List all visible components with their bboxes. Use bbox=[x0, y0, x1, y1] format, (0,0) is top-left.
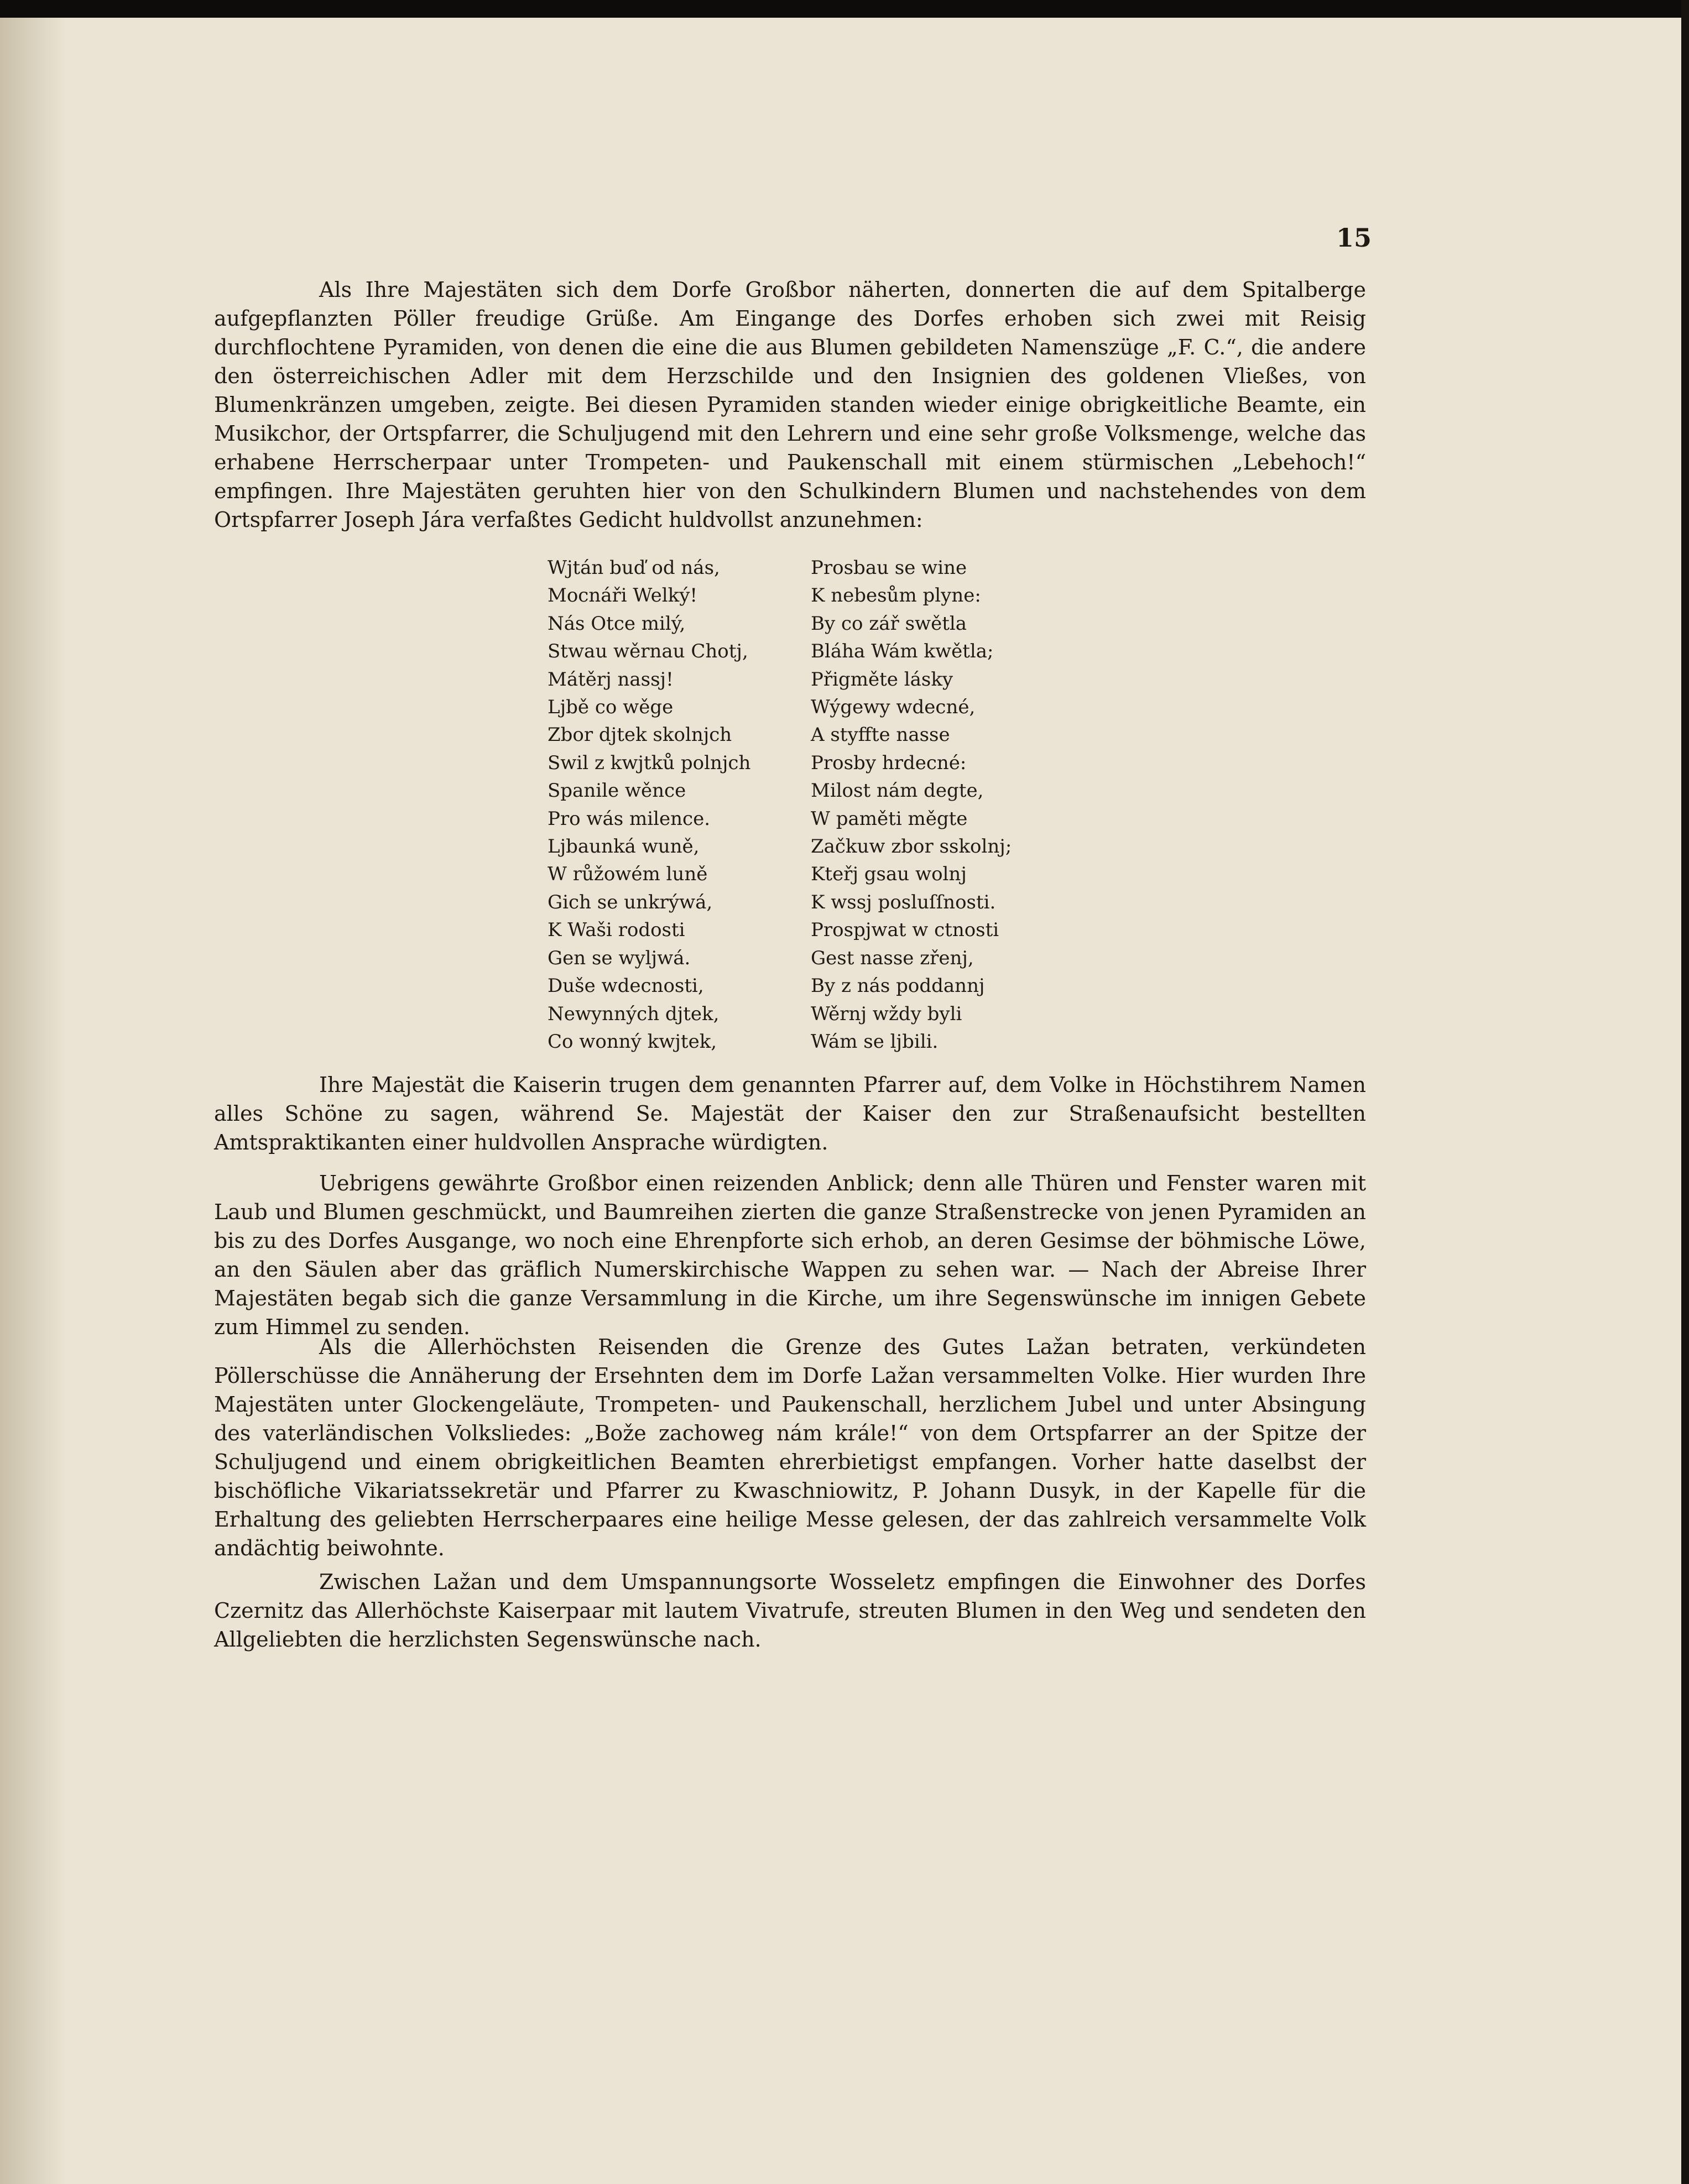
paragraph-czernitz-welcome: Zwischen Lažan und dem Umspannungsorte Wosseletz empfingen die Einwohner des Dorfes Czernitz das Allerhöchste Kaiserpaar mit lautem Vivatrufe, streuten Blumen in den Weg und sendeten den Allgeliebten die herzlichsten Segenswünsche nach. bbox=[214, 1570, 1366, 1652]
poem-line: Newynných djtek, bbox=[548, 1002, 720, 1025]
poem-line: K nebesům plyne: bbox=[811, 584, 981, 607]
poem-line: By z nás poddannj bbox=[811, 975, 985, 997]
poem-line: Nás Otce milý, bbox=[548, 612, 686, 635]
poem-line: Swil z kwjtků polnjch bbox=[548, 751, 751, 774]
poem-line: Mocnáři Welký! bbox=[548, 584, 698, 607]
poem-column-left bbox=[548, 554, 835, 1056]
poem-line: Začkuw zbor sskolnj; bbox=[811, 835, 1012, 858]
poem-line: A styffte nasse bbox=[811, 724, 950, 746]
poem-line: Gen se wyljwá. bbox=[548, 947, 691, 969]
poem-line: K wssj posluſſnosti. bbox=[811, 891, 996, 913]
poem-line: Prosbau se wine bbox=[811, 557, 967, 579]
paragraph-arrival-grossbor: Als Ihre Majestäten sich dem Dorfe Großbor näherten, donnerten die auf dem Spitalberge aufgepflanzten Pöller freudige Grüße. Am Eingange des Dorfes erhoben sich zwei mit Reisig durchflochtene Pyramiden, von denen die eine die aus Blumen gebildeten Namenszüge „F. C.“, die andere den österreichischen Adler mit dem Herzschilde und den Insignien des goldenen Vließes, von Blumenkränzen umgeben, zeigte. Bei diesen Pyramiden standen wieder einige obrigkeitliche Beamte, ein Musikchor, der Ortspfarrer, die Schuljugend mit den Lehrern und eine sehr große Volksmenge, welche das erhabene Herrscherpaar unter Trompeten- und Paukenschall mit einem stürmischen „Lebehoch!“ empfingen. Ihre Majestäten geruhten hier von den Schulkindern Blumen und nachstehendes von dem Ortspfarrer Joseph Jára verfaßtes Gedicht huldvollst anzunehmen: bbox=[214, 278, 1366, 532]
poem-line: Duše wdecnosti, bbox=[548, 975, 704, 997]
poem-line: Bláha Wám kwětla; bbox=[811, 640, 994, 663]
poem-line: Stwau wěrnau Chotj, bbox=[548, 640, 748, 663]
page-gutter-shadow bbox=[0, 18, 66, 2184]
scan-top-border bbox=[0, 0, 1689, 18]
poem-line: W paměti měgte bbox=[811, 807, 968, 830]
poem-line: Prosby hrdecné: bbox=[811, 751, 967, 774]
poem-line: Gich se unkrýwá, bbox=[548, 891, 713, 913]
poem-line: Spanile wěnce bbox=[548, 780, 686, 802]
poem-line: K Waši rodosti bbox=[548, 919, 685, 942]
poem-line: Ljbaunká wuně, bbox=[548, 835, 700, 858]
poem-line: Zbor djtek skolnjch bbox=[548, 724, 732, 746]
paragraph-lazan-reception: Als die Allerhöchsten Reisenden die Grenze des Gutes Lažan betraten, verkündeten Pöllerschüsse die Annäherung der Ersehnten dem im Dorfe Lažan versammelten Volke. Hier wurden Ihre Majestäten unter Glockengeläute, Trompeten- und Paukenschall, herzlichem Jubel und unter Absingung des vaterländischen Volksliedes: „Bože zachoweg nám krále!“ von dem Ortspfarrer an der Spitze der Schuljugend und einem obrigkeitlichen Beamten ehrerbietigst empfangen. Vorher hatte daselbst der bischöfliche Vikariatssekretär und Pfarrer zu Kwaschniowitz, P. Johann Dusyk, in der Kapelle für die Erhaltung des geliebten Herrscherpaares eine heilige Messe gelesen, der das zahlreich versammelte Volk andächtig beiwohnte. bbox=[214, 1335, 1366, 1560]
poem-line: Wám se ljbili. bbox=[811, 1030, 939, 1053]
poem-line: Co wonný kwjtek, bbox=[548, 1030, 717, 1053]
scan-right-border bbox=[1681, 0, 1689, 2184]
paragraph-grossbor-decoration: Uebrigens gewährte Großbor einen reizenden Anblick; denn alle Thüren und Fenster waren mit Laub und Blumen geschmückt, und Baumreihen zierten die ganze Straßenstrecke von jenen Pyramiden an bis zu des Dorfes Ausgange, wo noch eine Ehrenpforte sich erhob, an deren Gesimse der böhmische Löwe, an den Säulen aber das gräflich Numerskirchische Wappen zu sehen war. — Nach der Abreise Ihrer Majestäten begab sich die ganze Versammlung in die Kirche, um ihre Segenswünsche im innigen Gebete zum Himmel zu senden. bbox=[214, 1171, 1366, 1339]
poem-line: Přigměte lásky bbox=[811, 668, 953, 691]
poem-line: Kteřj gsau wolnj bbox=[811, 863, 967, 886]
poem-line: W růžowém luně bbox=[548, 863, 708, 886]
poem-column-right bbox=[811, 554, 1098, 1056]
poem-line: Prospjwat w ctnosti bbox=[811, 919, 999, 942]
poem-line: Wjtán buď od nás, bbox=[548, 557, 720, 579]
poem-line: Milost nám degte, bbox=[811, 780, 984, 802]
poem-line: Pro wás milence. bbox=[548, 807, 711, 830]
poem-line: Wěrnj wždy byli bbox=[811, 1002, 962, 1025]
poem-line: By co zář swětla bbox=[811, 612, 967, 635]
poem-line: Mátěrj nassj! bbox=[548, 668, 674, 691]
poem-line: Wýgewy wdecné, bbox=[811, 696, 976, 719]
poem-line: Ljbě co wěge bbox=[548, 696, 674, 719]
paragraph-empress-message: Ihre Majestät die Kaiserin trugen dem genannten Pfarrer auf, dem Volke in Höchstihrem Namen alles Schöne zu sagen, während Se. Majestät der Kaiser den zur Straßenaufsicht bestellten Amtspraktikanten einer huldvollen Ansprache würdigten. bbox=[214, 1073, 1366, 1154]
poem-line: Gest nasse zřenj, bbox=[811, 947, 974, 969]
page-number: 15 bbox=[1336, 223, 1372, 253]
